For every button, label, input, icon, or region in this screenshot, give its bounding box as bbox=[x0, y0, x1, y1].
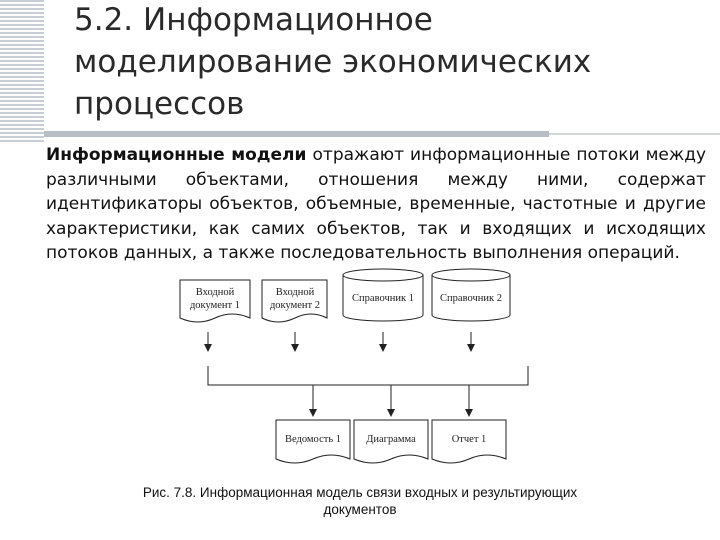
directory-2-label: Справочник 2 bbox=[440, 293, 502, 304]
input-document-1-line-2: документ 1 bbox=[189, 300, 241, 311]
input-document-2-line-2: документ 2 bbox=[269, 300, 321, 311]
paragraph-text: отражают информационные потоки между различными объектами, отношения между ними, содержат идентификаторы объектов, объемные, временные, частотные и другие характеристики, как самих объектов, так и входящих и исходящих потоков данных, а также последовательность выполнения операций. bbox=[46, 145, 707, 264]
slide-title-line-1: 5.2. Информационное bbox=[74, 2, 433, 38]
directory-cylinder-2 bbox=[432, 269, 510, 321]
input-document-1 bbox=[180, 280, 250, 322]
output-document-2 bbox=[354, 420, 428, 463]
output-document-2-label: Диаграмма bbox=[366, 434, 416, 445]
output-document-3 bbox=[432, 420, 506, 463]
paragraph-bold-lead: Информационные модели bbox=[46, 145, 307, 165]
directory-1-label: Справочник 1 bbox=[352, 293, 414, 304]
input-document-1-line-1: Входной bbox=[195, 287, 235, 298]
figure-caption bbox=[120, 484, 600, 518]
output-document-3-label: Отчет 1 bbox=[451, 434, 487, 445]
output-document-1 bbox=[276, 420, 350, 463]
figure-caption-line-1: Рис. 7.8. Информационная модель связи входных и результирующих bbox=[142, 485, 578, 500]
slide-title-line-3: процессов bbox=[74, 86, 245, 122]
directory-cylinder-1 bbox=[343, 269, 423, 321]
input-document-2 bbox=[262, 280, 327, 322]
processing-connector bbox=[208, 366, 528, 385]
input-document-2-line-1: Входной bbox=[275, 287, 315, 298]
output-document-1-label: Ведомость 1 bbox=[285, 434, 341, 445]
slide-title-line-2: моделирование экономических bbox=[74, 44, 592, 80]
figure-caption-line-2: документов bbox=[323, 502, 397, 517]
